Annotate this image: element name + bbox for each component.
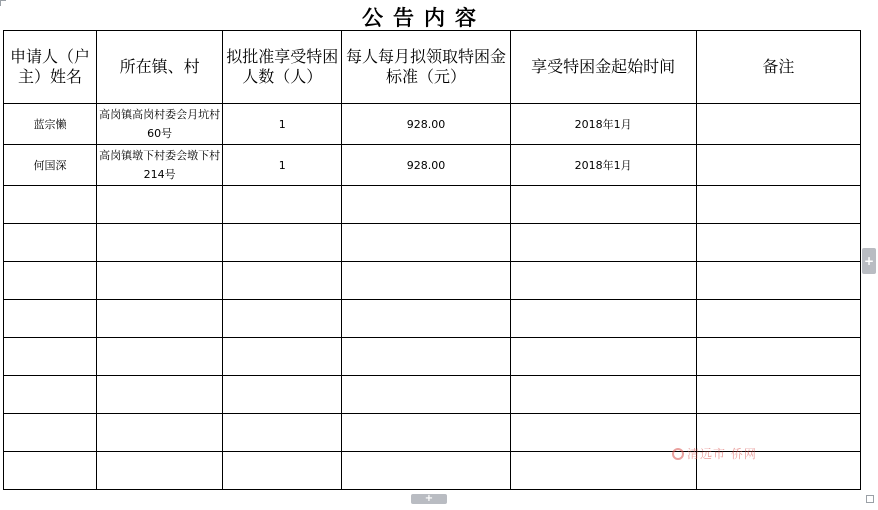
- empty-row: [4, 224, 861, 262]
- cell-amount: 928.00: [342, 145, 510, 186]
- cell-name: 蓝宗懒: [4, 104, 97, 145]
- header-start-time: 享受特困金起始时间: [510, 31, 696, 104]
- header-remark: 备注: [696, 31, 860, 104]
- empty-row: [4, 300, 861, 338]
- table-resize-handle[interactable]: [866, 495, 874, 503]
- cell-start-time: 2018年1月: [510, 104, 696, 145]
- cell-count: 1: [223, 104, 342, 145]
- cell-name: 何国深: [4, 145, 97, 186]
- add-column-button[interactable]: +: [862, 248, 876, 274]
- header-approved-count: 拟批准享受特困人数（人）: [223, 31, 342, 104]
- header-row: [4, 31, 861, 104]
- table-row: [4, 104, 861, 145]
- table-row: [4, 145, 861, 186]
- page-title: 公告内容: [362, 5, 486, 30]
- empty-row: [4, 262, 861, 300]
- watermark-logo-icon: [672, 448, 684, 460]
- empty-row: [4, 186, 861, 224]
- empty-row: [4, 338, 861, 376]
- header-location: 所在镇、村: [97, 31, 223, 104]
- empty-row: [4, 376, 861, 414]
- header-monthly-amount: 每人每月拟领取特困金标准（元）: [342, 31, 510, 104]
- watermark-text: 清远市 侨网: [687, 447, 757, 461]
- add-row-button[interactable]: +: [411, 494, 447, 504]
- cell-amount: 928.00: [342, 104, 510, 145]
- notice-table: [3, 30, 861, 490]
- cell-remark: [696, 145, 860, 186]
- cell-location: 高岗镇高岗村委会月坑村60号: [97, 104, 223, 145]
- cell-start-time: 2018年1月: [510, 145, 696, 186]
- site-watermark: [672, 445, 757, 462]
- cell-count: 1: [223, 145, 342, 186]
- header-applicant-name: 申请人（户主）姓名: [4, 31, 97, 104]
- cell-remark: [696, 104, 860, 145]
- cell-location: 高岗镇墩下村委会墩下村214号: [97, 145, 223, 186]
